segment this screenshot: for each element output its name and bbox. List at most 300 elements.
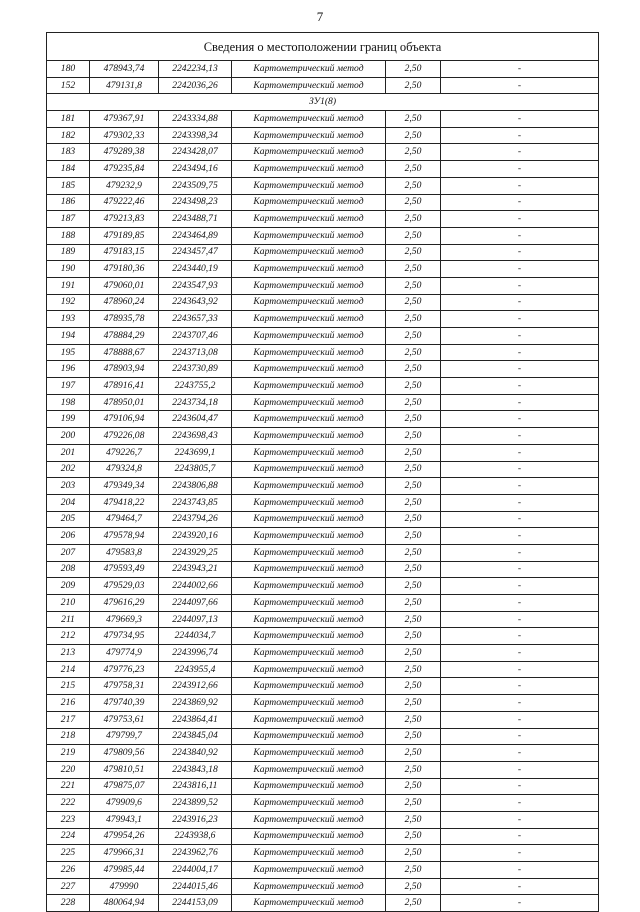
table-row bbox=[47, 862, 599, 879]
accuracy-cell: 2,50 bbox=[386, 77, 441, 94]
method-cell: Картометрический метод bbox=[232, 878, 386, 895]
method-cell: Картометрический метод bbox=[232, 77, 386, 94]
x-coordinate-cell: 479909,6 bbox=[90, 795, 159, 812]
y-coordinate-cell: 2243843,18 bbox=[159, 761, 232, 778]
note-cell: - bbox=[441, 361, 599, 378]
accuracy-cell: 2,50 bbox=[386, 378, 441, 395]
note-cell: - bbox=[441, 728, 599, 745]
method-cell: Картометрический метод bbox=[232, 595, 386, 612]
accuracy-cell: 2,50 bbox=[386, 61, 441, 78]
y-coordinate-cell: 2243916,23 bbox=[159, 811, 232, 828]
y-coordinate-cell: 2244097,13 bbox=[159, 611, 232, 628]
note-cell: - bbox=[441, 561, 599, 578]
method-cell: Картометрический метод bbox=[232, 194, 386, 211]
x-coordinate-cell: 479809,56 bbox=[90, 745, 159, 762]
point-number-cell: 213 bbox=[47, 645, 90, 662]
x-coordinate-cell: 479810,51 bbox=[90, 761, 159, 778]
point-number-cell: 188 bbox=[47, 227, 90, 244]
table-row bbox=[47, 878, 599, 895]
method-cell: Картометрический метод bbox=[232, 862, 386, 879]
x-coordinate-cell: 479302,33 bbox=[90, 127, 159, 144]
accuracy-cell: 2,50 bbox=[386, 161, 441, 178]
note-cell: - bbox=[441, 645, 599, 662]
accuracy-cell: 2,50 bbox=[386, 595, 441, 612]
table-row bbox=[47, 728, 599, 745]
y-coordinate-cell: 2243730,89 bbox=[159, 361, 232, 378]
y-coordinate-cell: 2243943,21 bbox=[159, 561, 232, 578]
note-cell: - bbox=[441, 811, 599, 828]
y-coordinate-cell: 2244015,46 bbox=[159, 878, 232, 895]
method-cell: Картометрический метод bbox=[232, 745, 386, 762]
method-cell: Картометрический метод bbox=[232, 111, 386, 128]
y-coordinate-cell: 2243707,46 bbox=[159, 328, 232, 345]
table-row bbox=[47, 561, 599, 578]
method-cell: Картометрический метод bbox=[232, 628, 386, 645]
method-cell: Картометрический метод bbox=[232, 678, 386, 695]
table-row bbox=[47, 411, 599, 428]
note-cell: - bbox=[441, 311, 599, 328]
note-cell: - bbox=[441, 194, 599, 211]
note-cell: - bbox=[441, 795, 599, 812]
x-coordinate-cell: 478960,24 bbox=[90, 294, 159, 311]
note-cell: - bbox=[441, 862, 599, 879]
x-coordinate-cell: 479774,9 bbox=[90, 645, 159, 662]
accuracy-cell: 2,50 bbox=[386, 561, 441, 578]
method-cell: Картометрический метод bbox=[232, 811, 386, 828]
table-row bbox=[47, 428, 599, 445]
method-cell: Картометрический метод bbox=[232, 845, 386, 862]
y-coordinate-cell: 2244153,09 bbox=[159, 895, 232, 912]
accuracy-cell: 2,50 bbox=[386, 511, 441, 528]
point-number-cell: 196 bbox=[47, 361, 90, 378]
point-number-cell: 224 bbox=[47, 828, 90, 845]
note-cell: - bbox=[441, 211, 599, 228]
table-row bbox=[47, 177, 599, 194]
accuracy-cell: 2,50 bbox=[386, 494, 441, 511]
accuracy-cell: 2,50 bbox=[386, 761, 441, 778]
method-cell: Картометрический метод bbox=[232, 211, 386, 228]
point-number-cell: 225 bbox=[47, 845, 90, 862]
y-coordinate-cell: 2243840,92 bbox=[159, 745, 232, 762]
table-row bbox=[47, 61, 599, 78]
table-row bbox=[47, 127, 599, 144]
boundary-coordinates-table bbox=[46, 32, 599, 912]
method-cell: Картометрический метод bbox=[232, 578, 386, 595]
note-cell: - bbox=[441, 544, 599, 561]
table-row bbox=[47, 161, 599, 178]
accuracy-cell: 2,50 bbox=[386, 144, 441, 161]
table-row bbox=[47, 695, 599, 712]
y-coordinate-cell: 2244097,66 bbox=[159, 595, 232, 612]
y-coordinate-cell: 2243398,34 bbox=[159, 127, 232, 144]
accuracy-cell: 2,50 bbox=[386, 895, 441, 912]
accuracy-cell: 2,50 bbox=[386, 394, 441, 411]
accuracy-cell: 2,50 bbox=[386, 478, 441, 495]
point-number-cell: 212 bbox=[47, 628, 90, 645]
table-row bbox=[47, 611, 599, 628]
y-coordinate-cell: 2243657,33 bbox=[159, 311, 232, 328]
y-coordinate-cell: 2243996,74 bbox=[159, 645, 232, 662]
note-cell: - bbox=[441, 277, 599, 294]
note-cell: - bbox=[441, 595, 599, 612]
point-number-cell: 222 bbox=[47, 795, 90, 812]
point-number-cell: 210 bbox=[47, 595, 90, 612]
y-coordinate-cell: 2243488,71 bbox=[159, 211, 232, 228]
point-number-cell: 189 bbox=[47, 244, 90, 261]
point-number-cell: 198 bbox=[47, 394, 90, 411]
table-row bbox=[47, 795, 599, 812]
note-cell: - bbox=[441, 161, 599, 178]
accuracy-cell: 2,50 bbox=[386, 244, 441, 261]
note-cell: - bbox=[441, 144, 599, 161]
y-coordinate-cell: 2243698,43 bbox=[159, 428, 232, 445]
accuracy-cell: 2,50 bbox=[386, 695, 441, 712]
table-row bbox=[47, 761, 599, 778]
note-cell: - bbox=[441, 378, 599, 395]
point-number-cell: 180 bbox=[47, 61, 90, 78]
note-cell: - bbox=[441, 111, 599, 128]
note-cell: - bbox=[441, 778, 599, 795]
y-coordinate-cell: 2243864,41 bbox=[159, 711, 232, 728]
y-coordinate-cell: 2243440,19 bbox=[159, 261, 232, 278]
x-coordinate-cell: 478903,94 bbox=[90, 361, 159, 378]
method-cell: Картометрический метод bbox=[232, 294, 386, 311]
note-cell: - bbox=[441, 394, 599, 411]
point-number-cell: 191 bbox=[47, 277, 90, 294]
point-number-cell: 209 bbox=[47, 578, 90, 595]
method-cell: Картометрический метод bbox=[232, 177, 386, 194]
y-coordinate-cell: 2243734,18 bbox=[159, 394, 232, 411]
point-number-cell: 204 bbox=[47, 494, 90, 511]
accuracy-cell: 2,50 bbox=[386, 461, 441, 478]
table-row bbox=[47, 811, 599, 828]
x-coordinate-cell: 479180,36 bbox=[90, 261, 159, 278]
note-cell: - bbox=[441, 611, 599, 628]
method-cell: Картометрический метод bbox=[232, 778, 386, 795]
y-coordinate-cell: 2243604,47 bbox=[159, 411, 232, 428]
point-number-cell: 226 bbox=[47, 862, 90, 879]
note-cell: - bbox=[441, 828, 599, 845]
x-coordinate-cell: 479758,31 bbox=[90, 678, 159, 695]
table-row bbox=[47, 394, 599, 411]
x-coordinate-cell: 479669,3 bbox=[90, 611, 159, 628]
table-row bbox=[47, 444, 599, 461]
x-coordinate-cell: 479232,9 bbox=[90, 177, 159, 194]
y-coordinate-cell: 2243929,25 bbox=[159, 544, 232, 561]
accuracy-cell: 2,50 bbox=[386, 111, 441, 128]
y-coordinate-cell: 2243334,88 bbox=[159, 111, 232, 128]
point-number-cell: 228 bbox=[47, 895, 90, 912]
point-number-cell: 201 bbox=[47, 444, 90, 461]
x-coordinate-cell: 479131,8 bbox=[90, 77, 159, 94]
accuracy-cell: 2,50 bbox=[386, 428, 441, 445]
y-coordinate-cell: 2243962,76 bbox=[159, 845, 232, 862]
table-row bbox=[47, 344, 599, 361]
y-coordinate-cell: 2243428,07 bbox=[159, 144, 232, 161]
method-cell: Картометрический метод bbox=[232, 411, 386, 428]
method-cell: Картометрический метод bbox=[232, 828, 386, 845]
method-cell: Картометрический метод bbox=[232, 544, 386, 561]
note-cell: - bbox=[441, 244, 599, 261]
accuracy-cell: 2,50 bbox=[386, 611, 441, 628]
x-coordinate-cell: 479753,61 bbox=[90, 711, 159, 728]
y-coordinate-cell: 2244004,17 bbox=[159, 862, 232, 879]
method-cell: Картометрический метод bbox=[232, 444, 386, 461]
table-row bbox=[47, 461, 599, 478]
table-row bbox=[47, 277, 599, 294]
note-cell: - bbox=[441, 628, 599, 645]
group-row bbox=[47, 94, 599, 111]
point-number-cell: 221 bbox=[47, 778, 90, 795]
method-cell: Картометрический метод bbox=[232, 478, 386, 495]
point-number-cell: 223 bbox=[47, 811, 90, 828]
accuracy-cell: 2,50 bbox=[386, 578, 441, 595]
accuracy-cell: 2,50 bbox=[386, 862, 441, 879]
point-number-cell: 182 bbox=[47, 127, 90, 144]
accuracy-cell: 2,50 bbox=[386, 227, 441, 244]
y-coordinate-cell: 2243920,16 bbox=[159, 528, 232, 545]
table-row bbox=[47, 845, 599, 862]
point-number-cell: 227 bbox=[47, 878, 90, 895]
y-coordinate-cell: 2243699,1 bbox=[159, 444, 232, 461]
y-coordinate-cell: 2243755,2 bbox=[159, 378, 232, 395]
accuracy-cell: 2,50 bbox=[386, 745, 441, 762]
method-cell: Картометрический метод bbox=[232, 328, 386, 345]
x-coordinate-cell: 479583,8 bbox=[90, 544, 159, 561]
x-coordinate-cell: 478884,29 bbox=[90, 328, 159, 345]
table-row bbox=[47, 111, 599, 128]
point-number-cell: 214 bbox=[47, 661, 90, 678]
note-cell: - bbox=[441, 61, 599, 78]
y-coordinate-cell: 2243743,85 bbox=[159, 494, 232, 511]
accuracy-cell: 2,50 bbox=[386, 261, 441, 278]
point-number-cell: 197 bbox=[47, 378, 90, 395]
point-number-cell: 211 bbox=[47, 611, 90, 628]
y-coordinate-cell: 2243938,6 bbox=[159, 828, 232, 845]
point-number-cell: 215 bbox=[47, 678, 90, 695]
note-cell: - bbox=[441, 411, 599, 428]
table-row bbox=[47, 311, 599, 328]
table-row bbox=[47, 678, 599, 695]
method-cell: Картометрический метод bbox=[232, 695, 386, 712]
accuracy-cell: 2,50 bbox=[386, 678, 441, 695]
x-coordinate-cell: 479776,23 bbox=[90, 661, 159, 678]
method-cell: Картометрический метод bbox=[232, 277, 386, 294]
note-cell: - bbox=[441, 695, 599, 712]
method-cell: Картометрический метод bbox=[232, 795, 386, 812]
table-row bbox=[47, 211, 599, 228]
x-coordinate-cell: 479593,49 bbox=[90, 561, 159, 578]
point-number-cell: 218 bbox=[47, 728, 90, 745]
point-number-cell: 192 bbox=[47, 294, 90, 311]
accuracy-cell: 2,50 bbox=[386, 845, 441, 862]
note-cell: - bbox=[441, 845, 599, 862]
table-row bbox=[47, 261, 599, 278]
point-number-cell: 199 bbox=[47, 411, 90, 428]
y-coordinate-cell: 2243794,26 bbox=[159, 511, 232, 528]
accuracy-cell: 2,50 bbox=[386, 728, 441, 745]
group-label: ЗУ1(8) bbox=[47, 94, 599, 111]
x-coordinate-cell: 479222,46 bbox=[90, 194, 159, 211]
x-coordinate-cell: 479734,95 bbox=[90, 628, 159, 645]
table-row bbox=[47, 828, 599, 845]
table-row bbox=[47, 628, 599, 645]
table-row bbox=[47, 511, 599, 528]
table-row bbox=[47, 528, 599, 545]
point-number-cell: 185 bbox=[47, 177, 90, 194]
method-cell: Картометрический метод bbox=[232, 127, 386, 144]
accuracy-cell: 2,50 bbox=[386, 277, 441, 294]
y-coordinate-cell: 2243547,93 bbox=[159, 277, 232, 294]
point-number-cell: 190 bbox=[47, 261, 90, 278]
table-title-row bbox=[47, 33, 599, 61]
y-coordinate-cell: 2243498,23 bbox=[159, 194, 232, 211]
table-row bbox=[47, 544, 599, 561]
method-cell: Картометрический метод bbox=[232, 61, 386, 78]
table-row bbox=[47, 494, 599, 511]
accuracy-cell: 2,50 bbox=[386, 645, 441, 662]
accuracy-cell: 2,50 bbox=[386, 177, 441, 194]
point-number-cell: 193 bbox=[47, 311, 90, 328]
point-number-cell: 220 bbox=[47, 761, 90, 778]
method-cell: Картометрический метод bbox=[232, 361, 386, 378]
x-coordinate-cell: 479954,26 bbox=[90, 828, 159, 845]
point-number-cell: 181 bbox=[47, 111, 90, 128]
point-number-cell: 195 bbox=[47, 344, 90, 361]
point-number-cell: 206 bbox=[47, 528, 90, 545]
accuracy-cell: 2,50 bbox=[386, 811, 441, 828]
accuracy-cell: 2,50 bbox=[386, 795, 441, 812]
accuracy-cell: 2,50 bbox=[386, 778, 441, 795]
x-coordinate-cell: 478916,41 bbox=[90, 378, 159, 395]
accuracy-cell: 2,50 bbox=[386, 328, 441, 345]
x-coordinate-cell: 479985,44 bbox=[90, 862, 159, 879]
accuracy-cell: 2,50 bbox=[386, 294, 441, 311]
y-coordinate-cell: 2243806,88 bbox=[159, 478, 232, 495]
point-number-cell: 200 bbox=[47, 428, 90, 445]
table-row bbox=[47, 645, 599, 662]
table-row bbox=[47, 595, 599, 612]
table-row bbox=[47, 144, 599, 161]
method-cell: Картометрический метод bbox=[232, 661, 386, 678]
table-row bbox=[47, 661, 599, 678]
method-cell: Картометрический метод bbox=[232, 461, 386, 478]
y-coordinate-cell: 2243869,92 bbox=[159, 695, 232, 712]
point-number-cell: 152 bbox=[47, 77, 90, 94]
y-coordinate-cell: 2242234,13 bbox=[159, 61, 232, 78]
note-cell: - bbox=[441, 711, 599, 728]
note-cell: - bbox=[441, 294, 599, 311]
y-coordinate-cell: 2243816,11 bbox=[159, 778, 232, 795]
method-cell: Картометрический метод bbox=[232, 161, 386, 178]
note-cell: - bbox=[441, 177, 599, 194]
x-coordinate-cell: 478888,67 bbox=[90, 344, 159, 361]
method-cell: Картометрический метод bbox=[232, 895, 386, 912]
accuracy-cell: 2,50 bbox=[386, 544, 441, 561]
accuracy-cell: 2,50 bbox=[386, 211, 441, 228]
y-coordinate-cell: 2244034,7 bbox=[159, 628, 232, 645]
note-cell: - bbox=[441, 444, 599, 461]
table-row bbox=[47, 711, 599, 728]
method-cell: Картометрический метод bbox=[232, 528, 386, 545]
note-cell: - bbox=[441, 428, 599, 445]
accuracy-cell: 2,50 bbox=[386, 194, 441, 211]
point-number-cell: 219 bbox=[47, 745, 90, 762]
x-coordinate-cell: 479990 bbox=[90, 878, 159, 895]
table-row bbox=[47, 361, 599, 378]
table-row bbox=[47, 378, 599, 395]
x-coordinate-cell: 479324,8 bbox=[90, 461, 159, 478]
point-number-cell: 183 bbox=[47, 144, 90, 161]
accuracy-cell: 2,50 bbox=[386, 127, 441, 144]
y-coordinate-cell: 2243457,47 bbox=[159, 244, 232, 261]
x-coordinate-cell: 478950,01 bbox=[90, 394, 159, 411]
note-cell: - bbox=[441, 261, 599, 278]
accuracy-cell: 2,50 bbox=[386, 444, 441, 461]
note-cell: - bbox=[441, 878, 599, 895]
table-row bbox=[47, 294, 599, 311]
y-coordinate-cell: 2243713,08 bbox=[159, 344, 232, 361]
accuracy-cell: 2,50 bbox=[386, 828, 441, 845]
method-cell: Картометрический метод bbox=[232, 227, 386, 244]
y-coordinate-cell: 2243494,16 bbox=[159, 161, 232, 178]
point-number-cell: 216 bbox=[47, 695, 90, 712]
x-coordinate-cell: 479189,85 bbox=[90, 227, 159, 244]
method-cell: Картометрический метод bbox=[232, 761, 386, 778]
x-coordinate-cell: 479966,31 bbox=[90, 845, 159, 862]
method-cell: Картометрический метод bbox=[232, 561, 386, 578]
table-row bbox=[47, 328, 599, 345]
method-cell: Картометрический метод bbox=[232, 311, 386, 328]
method-cell: Картометрический метод bbox=[232, 244, 386, 261]
y-coordinate-cell: 2243464,89 bbox=[159, 227, 232, 244]
y-coordinate-cell: 2242036,26 bbox=[159, 77, 232, 94]
x-coordinate-cell: 480064,94 bbox=[90, 895, 159, 912]
accuracy-cell: 2,50 bbox=[386, 311, 441, 328]
note-cell: - bbox=[441, 478, 599, 495]
x-coordinate-cell: 478943,74 bbox=[90, 61, 159, 78]
accuracy-cell: 2,50 bbox=[386, 361, 441, 378]
x-coordinate-cell: 479943,1 bbox=[90, 811, 159, 828]
x-coordinate-cell: 479106,94 bbox=[90, 411, 159, 428]
accuracy-cell: 2,50 bbox=[386, 411, 441, 428]
point-number-cell: 202 bbox=[47, 461, 90, 478]
x-coordinate-cell: 479418,22 bbox=[90, 494, 159, 511]
page-number: 7 bbox=[316, 9, 324, 24]
table-row bbox=[47, 578, 599, 595]
method-cell: Картометрический метод bbox=[232, 711, 386, 728]
accuracy-cell: 2,50 bbox=[386, 711, 441, 728]
table-row bbox=[47, 478, 599, 495]
x-coordinate-cell: 479740,39 bbox=[90, 695, 159, 712]
table-row bbox=[47, 244, 599, 261]
y-coordinate-cell: 2244002,66 bbox=[159, 578, 232, 595]
x-coordinate-cell: 479578,94 bbox=[90, 528, 159, 545]
x-coordinate-cell: 479226,08 bbox=[90, 428, 159, 445]
table-row bbox=[47, 745, 599, 762]
note-cell: - bbox=[441, 328, 599, 345]
note-cell: - bbox=[441, 528, 599, 545]
method-cell: Картометрический метод bbox=[232, 344, 386, 361]
x-coordinate-cell: 479213,83 bbox=[90, 211, 159, 228]
x-coordinate-cell: 479226,7 bbox=[90, 444, 159, 461]
note-cell: - bbox=[441, 678, 599, 695]
note-cell: - bbox=[441, 661, 599, 678]
y-coordinate-cell: 2243955,4 bbox=[159, 661, 232, 678]
table-row bbox=[47, 194, 599, 211]
y-coordinate-cell: 2243845,04 bbox=[159, 728, 232, 745]
x-coordinate-cell: 479289,38 bbox=[90, 144, 159, 161]
